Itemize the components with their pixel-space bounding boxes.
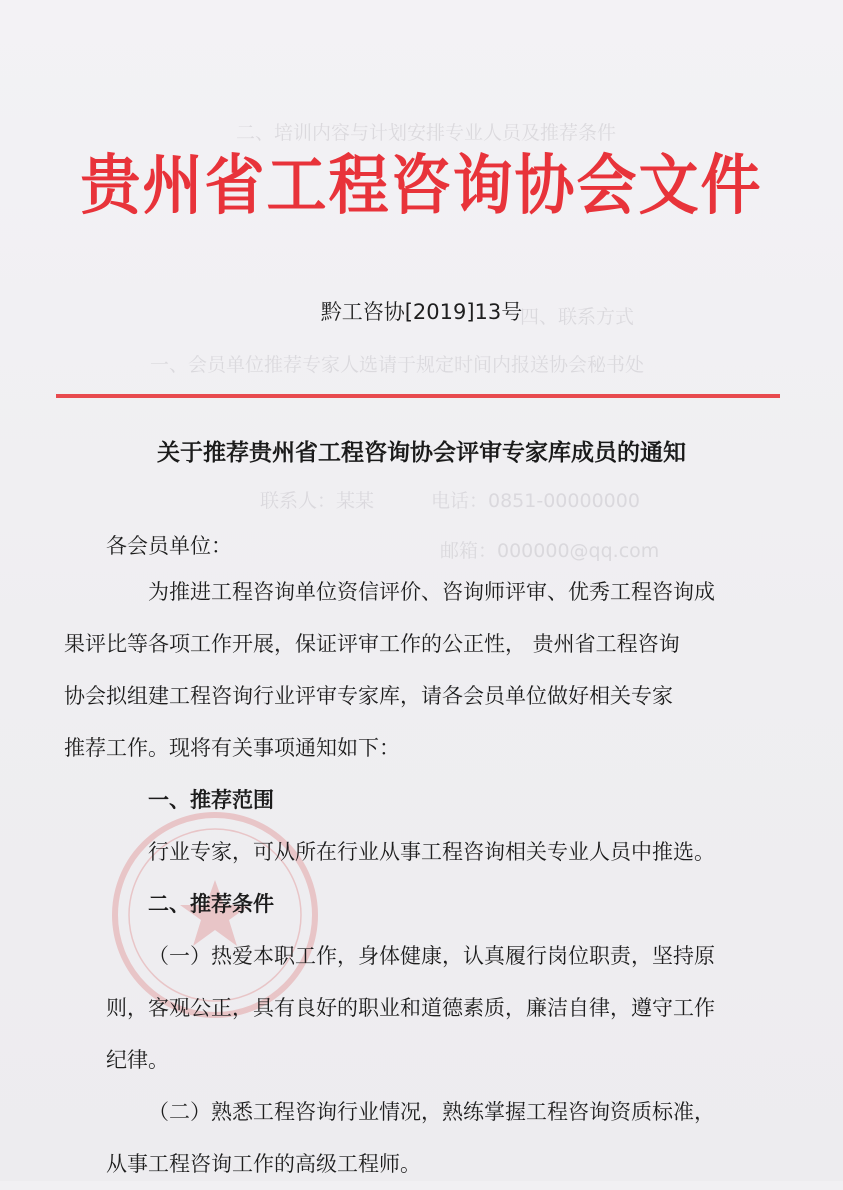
intro-paragraph bbox=[64, 566, 756, 774]
condition-item-1 bbox=[106, 930, 756, 1086]
condition-item-2 bbox=[106, 1086, 756, 1190]
section-heading-conditions: 二、推荐条件 bbox=[148, 892, 274, 916]
notice-title: 关于推荐贵州省工程咨询协会评审专家库成员的通知 bbox=[157, 440, 686, 466]
condition-line: （二）熟悉工程咨询行业情况，熟练掌握工程咨询资质标准， bbox=[148, 1100, 715, 1124]
intro-line: 协会拟组建工程咨询行业评审专家库，请各会员单位做好相关专家 bbox=[64, 684, 673, 708]
red-divider-line bbox=[56, 394, 780, 398]
letterhead-title: 贵州省工程咨询协会文件 bbox=[80, 148, 763, 224]
notice-body bbox=[64, 566, 756, 1190]
condition-line: 纪律。 bbox=[106, 1048, 169, 1072]
salutation: 各会员单位： bbox=[106, 534, 232, 558]
document-number: 黔工咨协[2019]13号 bbox=[320, 300, 523, 324]
intro-line: 推荐工作。现将有关事项通知如下： bbox=[64, 736, 400, 760]
show-through-text: 联系人：某某 电话：0851-00000000 bbox=[260, 490, 640, 512]
show-through-text: 四、联系方式 bbox=[520, 306, 635, 328]
show-through-text: 二、培训内容与计划安排专业人员及推荐条件 bbox=[236, 122, 617, 144]
section-heading-scope: 一、推荐范围 bbox=[148, 788, 274, 812]
condition-line: 则，客观公正，具有良好的职业和道德素质，廉洁自律，遵守工作 bbox=[106, 996, 715, 1020]
show-through-text: 邮箱：000000@qq.com bbox=[440, 540, 660, 562]
intro-line: 为推进工程咨询单位资信评价、咨询师评审、优秀工程咨询成 bbox=[148, 580, 715, 604]
section-text-scope: 行业专家，可从所在行业从事工程咨询相关专业人员中推选。 bbox=[148, 840, 715, 864]
intro-line: 果评比等各项工作开展，保证评审工作的公正性， 贵州省工程咨询 bbox=[64, 632, 680, 656]
show-through-text: 一、会员单位推荐专家人选请于规定时间内报送协会秘书处 bbox=[150, 354, 645, 376]
condition-line: 从事工程咨询工作的高级工程师。 bbox=[106, 1152, 421, 1176]
condition-line: （一）热爱本职工作，身体健康，认真履行岗位职责，坚持原 bbox=[148, 944, 715, 968]
